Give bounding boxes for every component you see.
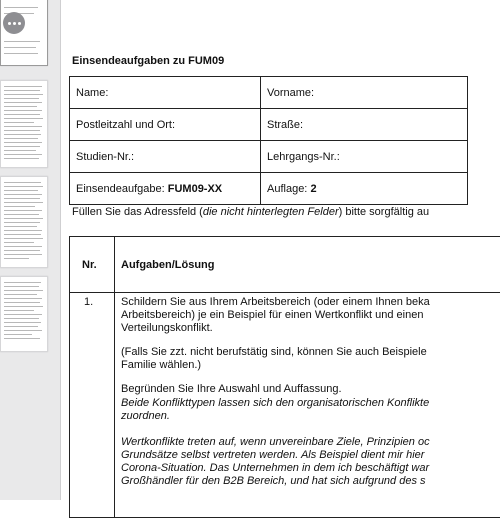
name-field <box>70 77 261 109</box>
studien-nr-label: Studien-Nr.: <box>76 150 135 163</box>
address-form-table <box>69 76 468 205</box>
lehrgangs-nr-label: Lehrgangs-Nr.: <box>267 150 340 163</box>
task-number: 1. <box>84 296 94 308</box>
einsendeaufgabe-field <box>70 173 261 205</box>
task-body <box>121 296 500 499</box>
question-line-1: Schildern Sie aus Ihrem Arbeitsbereich (oder einem Ihnen beka <box>121 296 430 308</box>
auflage-field <box>261 173 468 205</box>
answer1-line-1: Beide Konflikttypen lassen sich den organisatorischen Konflikte <box>121 397 430 409</box>
strasse-field <box>261 109 468 141</box>
auflage-label: Auflage: <box>267 182 308 195</box>
vorname-field <box>261 77 468 109</box>
task-hint <box>121 346 500 372</box>
answer2-line-2: Grundsätze selbst vertreten werden. Als Beispiel dient mir hier <box>121 449 425 461</box>
more-options-icon[interactable] <box>3 12 25 34</box>
address-note <box>72 206 429 218</box>
lehrgangs-nr-field <box>261 141 468 173</box>
page-thumbnail-1[interactable] <box>0 0 48 66</box>
header-nr: Nr. <box>82 259 97 271</box>
strasse-label: Straße: <box>267 118 304 131</box>
einsendeaufgabe-value: FUM09-XX <box>167 182 223 195</box>
document-title: Einsendeaufgaben zu FUM09 <box>72 55 225 67</box>
question-line-2: Arbeitsbereich) je ein Beispiel für einen Wertkonflikt und einen <box>121 309 424 321</box>
tasks-table <box>69 236 500 518</box>
task-question <box>121 296 500 335</box>
einsendeaufgabe-label: Einsendeaufgabe: <box>76 182 165 195</box>
hint-line-2: Familie wählen.) <box>121 359 202 371</box>
thumbnail-sidebar <box>0 0 61 500</box>
auflage-value: 2 <box>310 182 317 195</box>
name-label: Name: <box>76 86 109 99</box>
hint-line-1: (Falls Sie zzt. nicht berufstätig sind, können Sie auch Beispiele <box>121 346 427 358</box>
answer2-line-4: Großhändler für den B2B Bereich, und hat sich aufgrund des s <box>121 475 426 487</box>
note-text-italic: die nicht hinterlegten Felder <box>202 206 339 218</box>
page-thumbnail-2[interactable] <box>0 80 48 168</box>
answer-paragraph-2 <box>121 436 500 488</box>
note-text-end: ) bitte sorgfältig au <box>338 206 430 218</box>
answer2-line-1: Wertkonflikte treten auf, wenn unvereinbare Ziele, Prinzipien oc <box>121 436 430 448</box>
studien-nr-field <box>70 141 261 173</box>
answer1-line-2: zuordnen. <box>121 410 170 422</box>
answer2-line-3: Corona-Situation. Das Unternehmen in dem ich beschäftigt war <box>121 462 430 474</box>
plz-ort-field <box>70 109 261 141</box>
page-thumbnail-3[interactable] <box>0 176 48 268</box>
plz-ort-label: Postleitzahl und Ort: <box>76 118 176 131</box>
page-thumbnail-4[interactable] <box>0 276 48 352</box>
task-instruction: Begründen Sie Ihre Auswahl und Auffassung. <box>121 383 342 395</box>
note-text-start: Füllen Sie das Adressfeld ( <box>72 206 203 218</box>
header-aufgaben: Aufgaben/Lösung <box>121 259 215 271</box>
answer-paragraph-1 <box>121 397 500 423</box>
vorname-label: Vorname: <box>267 86 315 99</box>
question-line-3: Verteilungskonflikt. <box>121 322 213 334</box>
